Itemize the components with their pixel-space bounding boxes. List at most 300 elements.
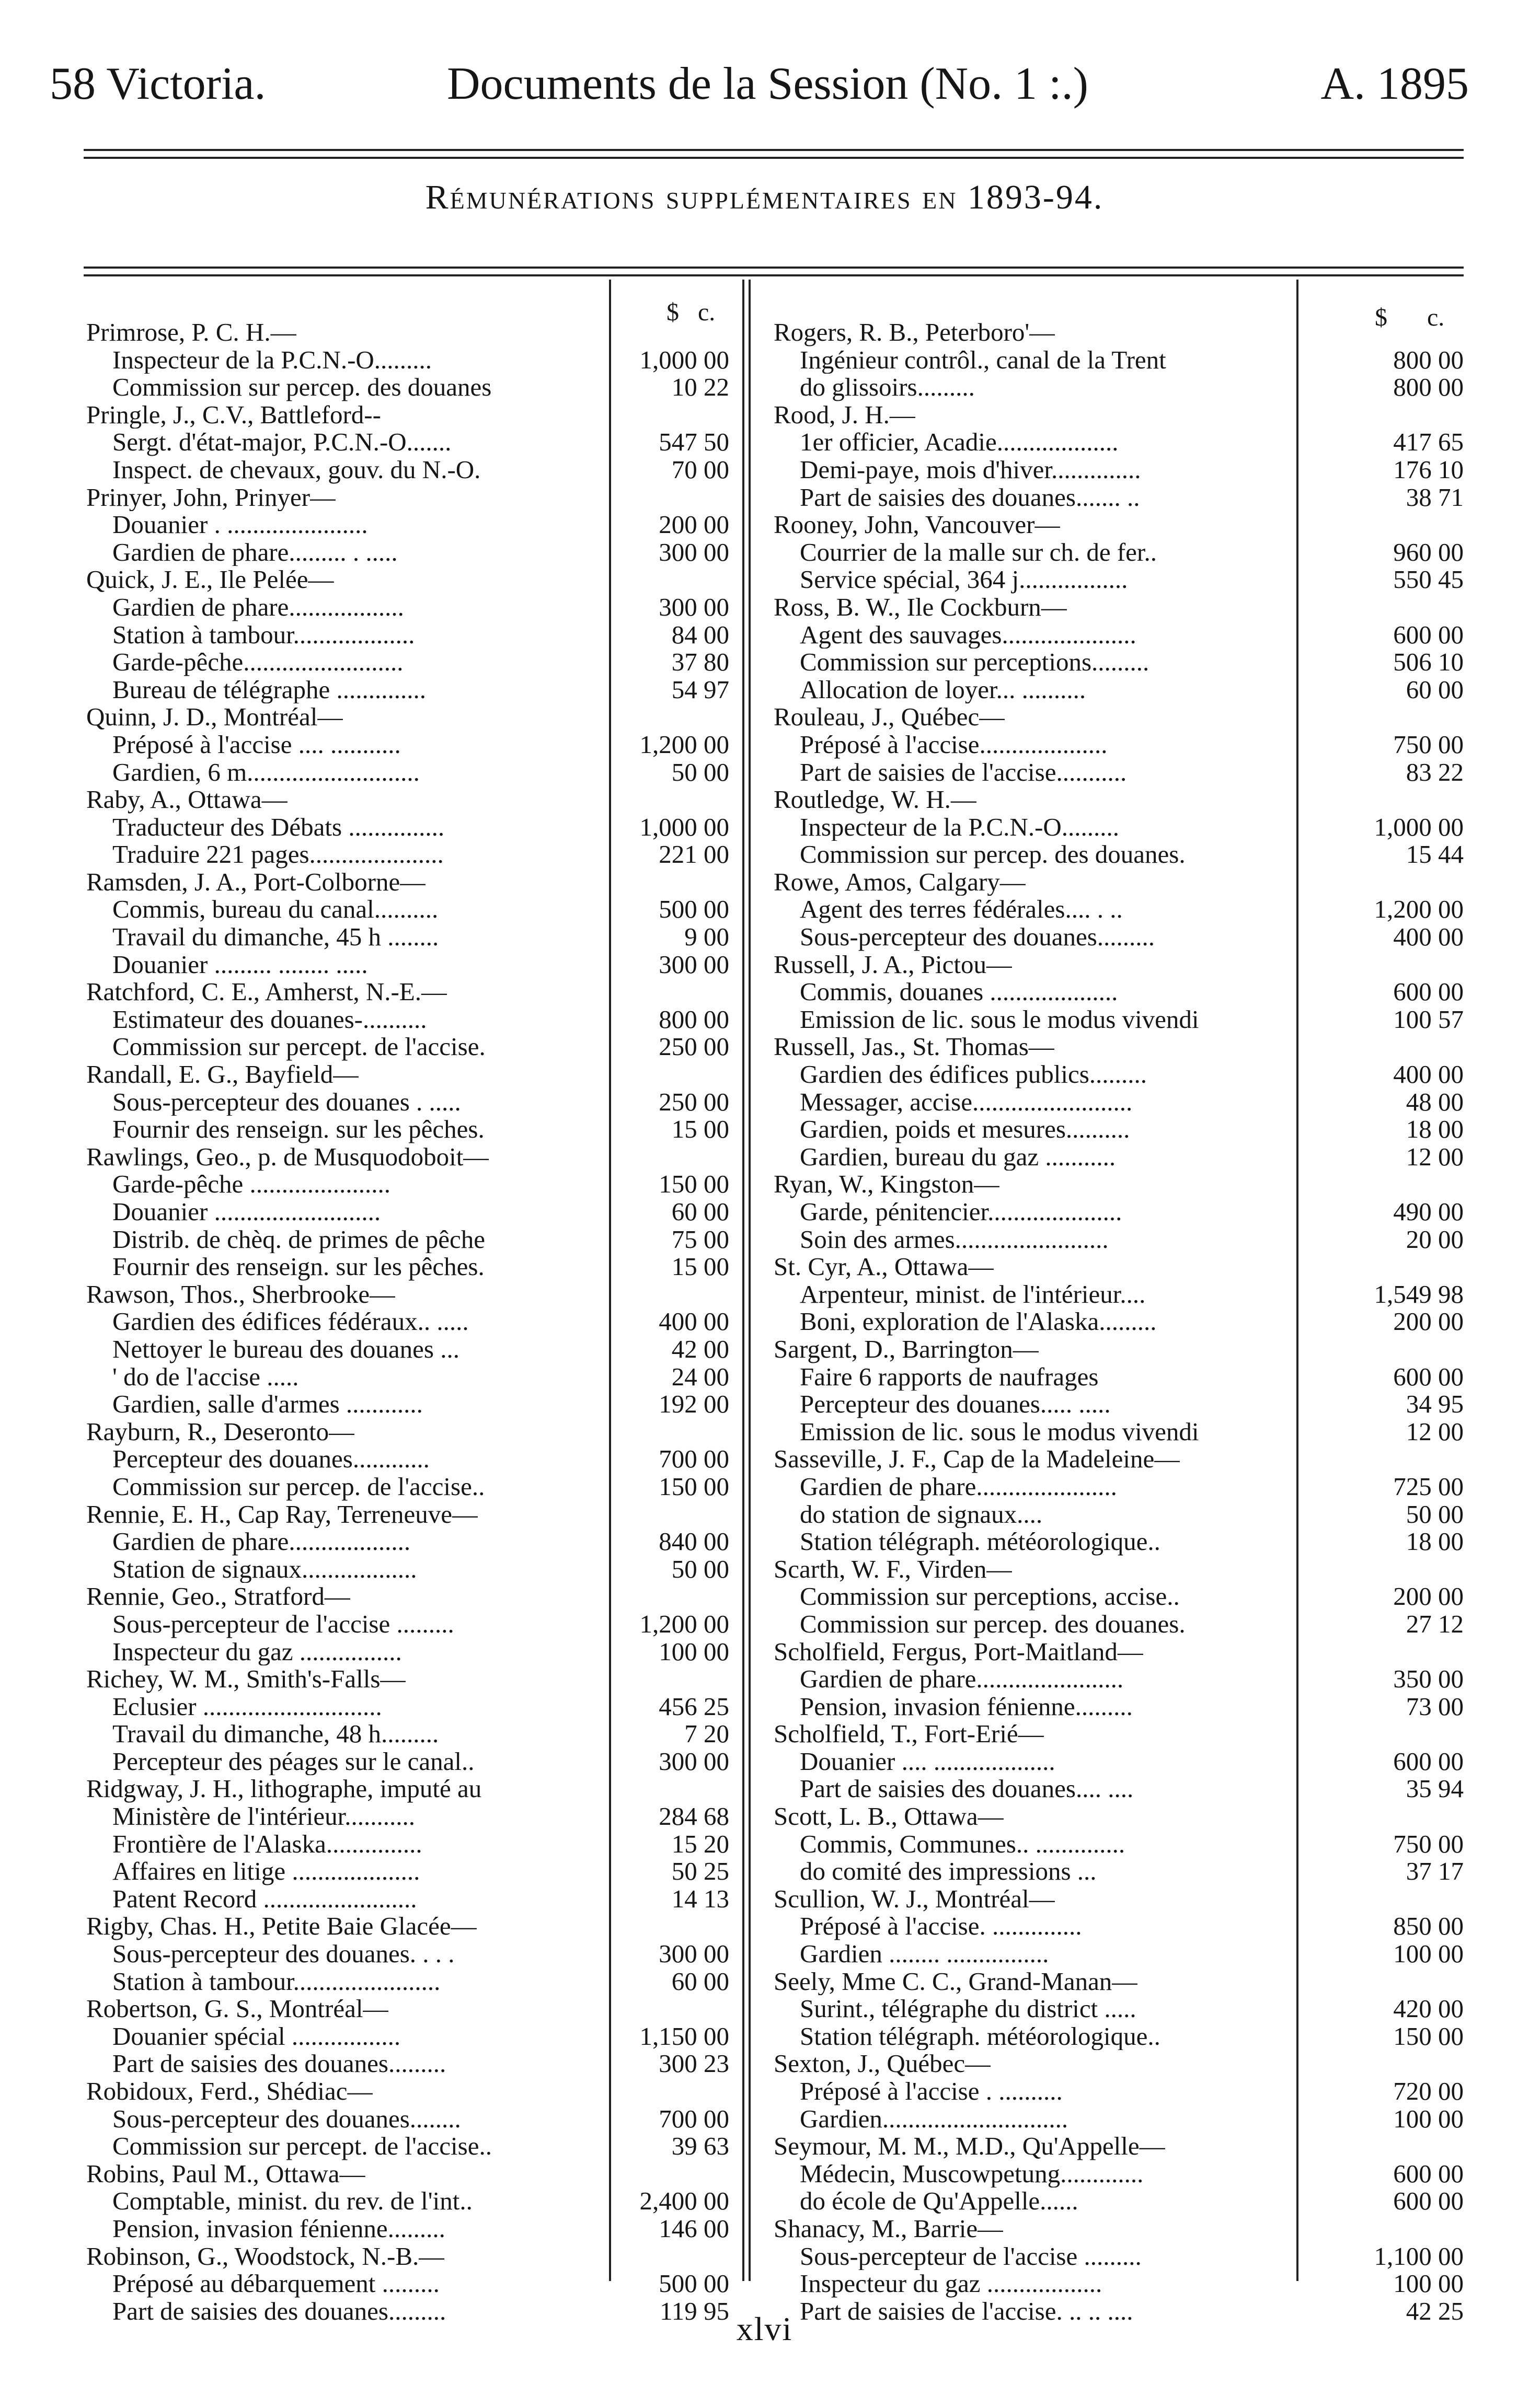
payment-amount: 15 00: [671, 1252, 729, 1281]
payment-amount: 850 00: [1393, 1912, 1464, 1941]
payment-amount: 300 00: [659, 950, 729, 979]
payee-name: Sargent, D., Barrington—: [774, 1335, 1039, 1363]
payee-name: Scholfield, Fergus, Port-Maitland—: [774, 1638, 1143, 1666]
payment-amount: 15 44: [1406, 840, 1464, 869]
payment-amount: 600 00: [1393, 2186, 1464, 2216]
payment-description: Pension, invasion fénienne.........: [112, 2215, 445, 2243]
payment-line-row: [86, 841, 734, 869]
payment-amount: 50 00: [671, 1554, 729, 1583]
payment-description: Commis, Communes.. ..............: [800, 1830, 1125, 1858]
payment-line-row: [86, 1858, 734, 1885]
payment-amount: 14 13: [671, 1884, 729, 1913]
payee-name-row: [774, 1171, 1464, 1198]
payment-line-row: [774, 841, 1464, 869]
payment-line-row: [86, 2023, 734, 2051]
payment-description: Commission sur percep. des douanes: [112, 374, 492, 401]
payee-name: Rouleau, J., Québec—: [774, 703, 1005, 731]
payment-description: Eclusier ............................: [112, 1693, 382, 1721]
payee-name: Ridgway, J. H., lithographe, imputé au: [86, 1775, 482, 1803]
payment-amount: 600 00: [1393, 2159, 1464, 2188]
payment-description: Commission sur percept. de l'accise..: [112, 2133, 492, 2160]
payee-name: Rooney, John, Vancouver—: [774, 511, 1061, 539]
payment-amount: 1,100 00: [1374, 2241, 1464, 2271]
payment-amount: 50 25: [671, 1857, 729, 1886]
payment-amount: 840 00: [659, 1527, 729, 1556]
payment-amount: 176 10: [1393, 455, 1464, 484]
payment-description: Agent des terres fédérales.... . ..: [800, 896, 1123, 924]
payment-line-row: [86, 814, 734, 841]
payment-amount: 400 00: [1393, 922, 1464, 952]
payment-line-row: [86, 1171, 734, 1198]
payment-description: Gardien, salle d'armes ............: [112, 1391, 423, 1418]
payment-amount: 500 00: [659, 895, 729, 924]
payment-amount: 39 63: [671, 2132, 729, 2161]
payment-amount: 1,000 00: [1374, 812, 1464, 841]
payment-amount: 100 00: [1393, 2104, 1464, 2133]
payment-description: Percepteur des douanes..... .....: [800, 1391, 1111, 1418]
payment-line-row: [774, 649, 1464, 676]
header-document-title: Documents de la Session (No. 1 :.): [447, 59, 1088, 109]
payment-description: Préposé au débarquement .........: [112, 2270, 440, 2298]
payment-amount: 600 00: [1393, 1746, 1464, 1776]
payment-amount: 300 00: [659, 1939, 729, 1969]
payment-description: Gardien de phare..................: [112, 593, 404, 621]
payment-description: Messager, accise.........................: [800, 1088, 1133, 1116]
payee-name: Ramsden, J. A., Port-Colborne—: [86, 868, 426, 896]
payee-name: Seymour, M. M., M.D., Qu'Appelle—: [774, 2133, 1165, 2160]
payment-line-row: [774, 621, 1464, 649]
payment-description: Percepteur des douanes............: [112, 1445, 430, 1473]
payment-description: Sergt. d'état-major, P.C.N.-O.......: [112, 429, 452, 456]
payment-line-row: [774, 1281, 1464, 1309]
payment-line-row: [86, 1033, 734, 1061]
payment-amount: 550 45: [1393, 565, 1464, 594]
payment-amount: 15 00: [671, 1115, 729, 1144]
payment-line-row: [86, 731, 734, 759]
payment-amount: 50 00: [1406, 1499, 1464, 1529]
payee-name-row: [86, 566, 734, 594]
payment-line-row: [86, 1445, 734, 1473]
payment-amount: 221 00: [659, 840, 729, 869]
payee-name-row: [774, 1968, 1464, 1996]
payment-amount: 284 68: [659, 1802, 729, 1831]
payment-description: Part de saisies de l'accise...........: [800, 758, 1127, 786]
payee-name-row: [86, 1665, 734, 1693]
payment-amount: 456 25: [659, 1692, 729, 1721]
payee-name-row: [774, 951, 1464, 979]
payment-description: Part de saisies des douanes.... ....: [800, 1775, 1134, 1803]
title-rule-bottom: [84, 274, 1464, 276]
payment-amount: 490 00: [1393, 1197, 1464, 1226]
payment-amount: 350 00: [1393, 1664, 1464, 1694]
payment-amount: 700 00: [659, 2104, 729, 2133]
payment-description: Sous-percepteur des douanes.........: [800, 923, 1155, 951]
payment-description: Gardien de phare.......................: [800, 1665, 1124, 1693]
payment-description: Garde-pêche ......................: [112, 1171, 391, 1198]
payment-line-row: [86, 621, 734, 649]
payment-description: Commission sur percept. de l'accise.: [112, 1033, 486, 1061]
payment-description: Sous-percepteur des douanes........: [112, 2105, 461, 2133]
left-entries: [86, 319, 734, 2325]
payment-description: ' do de l'accise .....: [112, 1363, 299, 1391]
payment-line-row: [86, 539, 734, 566]
page-header: [50, 57, 1469, 115]
payment-amount: 150 00: [659, 1170, 729, 1199]
payment-description: Travail du dimanche, 45 h ........: [112, 923, 439, 951]
payment-amount: 73 00: [1406, 1692, 1464, 1721]
payee-name: Sasseville, J. F., Cap de la Madeleine—: [774, 1445, 1180, 1473]
payee-name: Sexton, J., Québec—: [774, 2050, 991, 2078]
payment-amount: 1,200 00: [639, 730, 729, 759]
payment-amount: 600 00: [1393, 620, 1464, 649]
payment-line-row: [774, 1061, 1464, 1089]
payment-description: Fournir des renseign. sur les pêches.: [112, 1116, 485, 1143]
payment-description: Demi-paye, mois d'hiver..............: [800, 456, 1141, 484]
payment-amount: 100 57: [1393, 1004, 1464, 1034]
payment-description: Travail du dimanche, 48 h.........: [112, 1720, 439, 1748]
payee-name: Raby, A., Ottawa—: [86, 786, 288, 814]
payment-amount: 192 00: [659, 1390, 729, 1419]
payee-name: Quick, J. E., Ile Pelée—: [86, 566, 334, 594]
payment-description: Bureau de télégraphe ..............: [112, 676, 427, 704]
payment-amount: 1,150 00: [639, 2021, 729, 2051]
payment-description: Emission de lic. sous le modus vivendi: [800, 1418, 1199, 1446]
payee-name-row: [774, 1638, 1464, 1666]
payee-name-row: [86, 1281, 734, 1309]
payee-name: Routledge, W. H.—: [774, 786, 976, 814]
payee-name-row: [86, 978, 734, 1006]
payment-line-row: [774, 1363, 1464, 1391]
payment-line-row: [774, 923, 1464, 951]
payment-line-row: [774, 1995, 1464, 2023]
payment-line-row: [774, 2105, 1464, 2133]
title-rule-top: [84, 267, 1464, 269]
center-divider-a: [742, 280, 744, 2281]
payment-line-row: [86, 374, 734, 401]
payment-amount: 750 00: [1393, 1829, 1464, 1858]
payment-amount: 42 25: [1406, 2296, 1464, 2325]
payee-name: Robinson, G., Woodstock, N.-B.—: [86, 2242, 445, 2271]
payment-line-row: [86, 511, 734, 539]
payment-line-row: [774, 2270, 1464, 2298]
payment-description: Traduire 221 pages.....................: [112, 841, 444, 869]
payment-description: Commis, douanes ....................: [800, 978, 1118, 1006]
payment-amount: 300 00: [659, 592, 729, 621]
payment-amount: 100 00: [1393, 1939, 1464, 1969]
payment-line-row: [774, 1831, 1464, 1858]
payment-description: Garde, pénitencier.....................: [800, 1198, 1122, 1226]
payment-description: Station à tambour.......................: [112, 1967, 441, 1996]
payment-line-row: [774, 1418, 1464, 1446]
payment-line-row: [86, 456, 734, 484]
payment-line-row: [774, 456, 1464, 484]
payment-line-row: [86, 1473, 734, 1501]
payment-description: Allocation de loyer... ..........: [800, 676, 1086, 704]
payment-description: Gardien de phare......................: [800, 1473, 1117, 1501]
payment-description: Inspecteur de la P.C.N.-O.........: [112, 346, 432, 374]
payee-name: Rowe, Amos, Calgary—: [774, 868, 1026, 896]
payee-name-row: [86, 703, 734, 731]
left-dollar-head: $: [666, 298, 679, 326]
payment-amount: 60 00: [671, 1966, 729, 1996]
payment-description: Courrier de la malle sur ch. de fer..: [800, 538, 1157, 566]
payment-amount: 34 95: [1406, 1390, 1464, 1419]
payee-name-row: [774, 786, 1464, 814]
payment-description: Percepteur des péages sur le canal..: [112, 1747, 475, 1776]
payee-name: Scullion, W. J., Montréal—: [774, 1885, 1055, 1913]
payment-line-row: [774, 676, 1464, 704]
payment-line-row: [774, 1501, 1464, 1529]
payment-line-row: [86, 1940, 734, 1968]
payment-description: Gardien ........ ................: [800, 1940, 1049, 1968]
payment-description: Ministère de l'intérieur...........: [112, 1803, 416, 1831]
payee-name: Quinn, J. D., Montréal—: [86, 703, 343, 731]
payee-name-row: [774, 1720, 1464, 1748]
payment-description: do glissoirs.........: [800, 374, 975, 401]
payment-description: Part de saisies des douanes.........: [112, 2297, 446, 2325]
payee-name-row: [86, 2078, 734, 2105]
payee-name-row: [86, 2160, 734, 2188]
payment-amount: 37 17: [1406, 1857, 1464, 1886]
payment-description: Comptable, minist. du rev. de l'int..: [112, 2187, 473, 2215]
payment-line-row: [86, 759, 734, 786]
payee-name-row: [86, 869, 734, 896]
payment-amount: 54 97: [671, 675, 729, 704]
payee-name: Randall, E. G., Bayfield—: [86, 1061, 359, 1089]
right-entries: [774, 319, 1464, 2325]
payment-description: Gardien de phare......... . .....: [112, 538, 398, 566]
payment-amount: 547 50: [659, 427, 729, 457]
payment-line-row: [774, 1913, 1464, 1940]
payment-amount: 600 00: [1393, 1362, 1464, 1391]
payee-name-row: [86, 1501, 734, 1529]
payment-description: Commission sur percep. de l'accise..: [112, 1473, 485, 1501]
payment-line-row: [86, 346, 734, 374]
payment-line-row: [774, 1775, 1464, 1803]
payment-amount: 12 00: [1406, 1417, 1464, 1446]
payment-amount: 400 00: [659, 1307, 729, 1336]
payment-line-row: [774, 374, 1464, 401]
payment-line-row: [86, 1968, 734, 1996]
payment-line-row: [774, 1226, 1464, 1254]
payment-amount: 10 22: [671, 373, 729, 402]
payment-amount: 1,000 00: [639, 812, 729, 841]
header-year: A. 1895: [1320, 59, 1469, 109]
payment-amount: 100 00: [1393, 2269, 1464, 2298]
payment-description: Station télégraph. météorologique..: [800, 2022, 1160, 2051]
payee-name-row: [774, 1445, 1464, 1473]
payment-line-row: [774, 539, 1464, 566]
payment-amount: 417 65: [1393, 427, 1464, 457]
payment-amount: 20 00: [1406, 1224, 1464, 1254]
payment-line-row: [774, 429, 1464, 456]
payee-name-row: [774, 1885, 1464, 1913]
payee-name: Richey, W. M., Smith's-Falls—: [86, 1665, 406, 1693]
payment-amount: 800 00: [659, 1004, 729, 1034]
payment-line-row: [86, 429, 734, 456]
payment-description: Boni, exploration de l'Alaska.........: [800, 1308, 1157, 1336]
payment-description: Douanier ..........................: [112, 1198, 381, 1226]
payee-name-row: [86, 786, 734, 814]
payment-amount: 70 00: [671, 455, 729, 484]
payee-name: Rawlings, Geo., p. de Musquodoboit—: [86, 1143, 489, 1171]
payee-name-row: [774, 319, 1464, 346]
payee-name-row: [774, 2215, 1464, 2243]
payment-amount: 38 71: [1406, 482, 1464, 512]
payment-line-row: [86, 2215, 734, 2243]
payment-line-row: [774, 346, 1464, 374]
payment-amount: 400 00: [1393, 1060, 1464, 1089]
payee-name: Prinyer, John, Prinyer—: [86, 483, 336, 512]
payment-description: Gardien, poids et mesures..........: [800, 1116, 1130, 1143]
payment-line-row: [86, 1611, 734, 1638]
payment-description: Commission sur perceptions.........: [800, 649, 1149, 676]
payment-line-row: [774, 1693, 1464, 1721]
payment-line-row: [774, 759, 1464, 786]
payment-amount: 600 00: [1393, 977, 1464, 1006]
payee-name: Rood, J. H.—: [774, 401, 915, 429]
payment-line-row: [774, 1583, 1464, 1611]
payment-amount: 18 00: [1406, 1527, 1464, 1556]
payment-line-row: [86, 896, 734, 923]
payment-line-row: [774, 1143, 1464, 1171]
payee-name: Pringle, J., C.V., Battleford--: [86, 401, 381, 429]
payee-name-row: [86, 2243, 734, 2271]
payment-line-row: [774, 1006, 1464, 1034]
payment-amount: 300 00: [659, 1746, 729, 1776]
payment-description: Frontière de l'Alaska...............: [112, 1830, 422, 1858]
payee-name-row: [774, 1803, 1464, 1831]
payment-description: Préposé à l'accise....................: [800, 731, 1108, 759]
payment-line-row: [774, 978, 1464, 1006]
payment-amount: 720 00: [1393, 2077, 1464, 2105]
payment-amount: 300 23: [659, 2049, 729, 2078]
payee-name: Robidoux, Ferd., Shédiac—: [86, 2078, 373, 2105]
payment-description: Traducteur des Débats ...............: [112, 813, 445, 841]
payment-amount: 100 00: [659, 1637, 729, 1666]
payment-line-row: [86, 1363, 734, 1391]
header-rule-top: [84, 149, 1464, 151]
payee-name: St. Cyr, A., Ottawa—: [774, 1253, 994, 1281]
payment-amount: 500 00: [659, 2269, 729, 2298]
payment-description: Garde-pêche.........................: [112, 649, 404, 676]
payment-line-row: [86, 1720, 734, 1748]
payment-amount: 1,200 00: [1374, 895, 1464, 924]
payment-line-row: [774, 1391, 1464, 1418]
payment-description: Sous-percepteur de l'accise .........: [112, 1610, 454, 1638]
payment-line-row: [774, 2187, 1464, 2215]
payee-name-row: [86, 1583, 734, 1611]
payment-line-row: [86, 1198, 734, 1226]
payment-description: Inspecteur du gaz ................: [112, 1638, 402, 1666]
payment-description: Commis, bureau du canal..........: [112, 896, 439, 924]
payee-name: Rennie, E. H., Cap Ray, Terreneuve—: [86, 1500, 478, 1529]
payee-name-row: [774, 1253, 1464, 1281]
payment-line-row: [86, 1308, 734, 1336]
payment-description: Ingénieur contrôl., canal de la Trent: [800, 346, 1166, 374]
payment-amount: 725 00: [1393, 1472, 1464, 1501]
payment-amount: 84 00: [671, 620, 729, 649]
payment-line-row: [774, 2243, 1464, 2271]
payment-amount: 800 00: [1393, 373, 1464, 402]
payment-amount: 7 20: [684, 1719, 729, 1749]
payment-amount: 12 00: [1406, 1142, 1464, 1171]
payment-description: Gardien.............................: [800, 2105, 1068, 2133]
page-title: Rémunérations supplémentaires en 1893-94.: [425, 178, 1104, 216]
payment-amount: 146 00: [659, 2214, 729, 2243]
payment-line-row: [774, 1858, 1464, 1885]
payment-line-row: [86, 1885, 734, 1913]
payment-line-row: [86, 1638, 734, 1666]
payment-description: Station de signaux..................: [112, 1555, 417, 1583]
payment-amount: 75 00: [671, 1224, 729, 1254]
payment-description: Gardien, 6 m...........................: [112, 758, 420, 786]
payment-amount: 83 22: [1406, 757, 1464, 786]
payment-line-row: [774, 1089, 1464, 1116]
payment-description: Fournir des renseign. sur les pêches.: [112, 1253, 485, 1281]
payee-name-row: [774, 594, 1464, 621]
payment-amount: 119 95: [660, 2296, 729, 2325]
payment-description: Sous-percepteur de l'accise .........: [800, 2242, 1142, 2271]
payee-name: Primrose, P. C. H.—: [86, 319, 296, 346]
payee-name-row: [86, 1913, 734, 1940]
payment-description: Soin des armes........................: [800, 1225, 1109, 1254]
payment-description: Commission sur percep. des douanes.: [800, 1610, 1186, 1638]
payee-name-row: [86, 1995, 734, 2023]
payment-amount: 60 00: [1406, 675, 1464, 704]
payment-description: Inspecteur de la P.C.N.-O.........: [800, 813, 1120, 841]
page-number: xlvi: [736, 2310, 793, 2347]
payment-description: Préposé à l'accise .... ...........: [112, 731, 401, 759]
payment-amount: 420 00: [1393, 1994, 1464, 2023]
payment-description: Emission de lic. sous le modus vivendi: [800, 1005, 1199, 1034]
payee-name-row: [774, 1336, 1464, 1363]
payee-name-row: [86, 1775, 734, 1803]
left-cents-head: c.: [698, 298, 716, 326]
payment-description: do comité des impressions ...: [800, 1858, 1097, 1885]
payment-description: Douanier spécial .................: [112, 2022, 401, 2051]
payment-line-row: [774, 2023, 1464, 2051]
payment-amount: 24 00: [671, 1362, 729, 1391]
payment-amount: 2,400 00: [639, 2186, 729, 2216]
payment-description: Surint., télégraphe du district .....: [800, 1995, 1136, 2023]
payment-description: Douanier .... ...................: [800, 1747, 1055, 1776]
payment-amount: 700 00: [659, 1444, 729, 1474]
payment-amount: 1,000 00: [639, 345, 729, 374]
payment-line-row: [774, 1665, 1464, 1693]
payment-amount: 960 00: [1393, 537, 1464, 566]
payee-name-row: [86, 484, 734, 512]
payment-description: Affaires en litige ....................: [112, 1858, 420, 1885]
payee-name-row: [86, 401, 734, 429]
payment-description: Patent Record ........................: [112, 1885, 417, 1913]
payment-description: Service spécial, 364 j.................: [800, 566, 1128, 594]
payment-description: Estimateur des douanes-..........: [112, 1005, 427, 1034]
payee-name: Russell, Jas., St. Thomas—: [774, 1033, 1054, 1061]
payment-amount: 200 00: [659, 510, 729, 539]
payee-name-row: [774, 511, 1464, 539]
payee-name: Seely, Mme C. C., Grand-Manan—: [774, 1967, 1138, 1996]
payment-line-row: [86, 1831, 734, 1858]
payee-name-row: [774, 703, 1464, 731]
payee-name-row: [774, 2133, 1464, 2160]
payment-line-row: [774, 1528, 1464, 1556]
payee-name: Ratchford, C. E., Amherst, N.-E.—: [86, 978, 447, 1006]
payee-name: Rigby, Chas. H., Petite Baie Glacée—: [86, 1913, 477, 1941]
payment-description: Médecin, Muscowpetung.............: [800, 2160, 1144, 2188]
payee-name: Rawson, Thos., Sherbrooke—: [86, 1280, 396, 1309]
payment-amount: 200 00: [1393, 1307, 1464, 1336]
